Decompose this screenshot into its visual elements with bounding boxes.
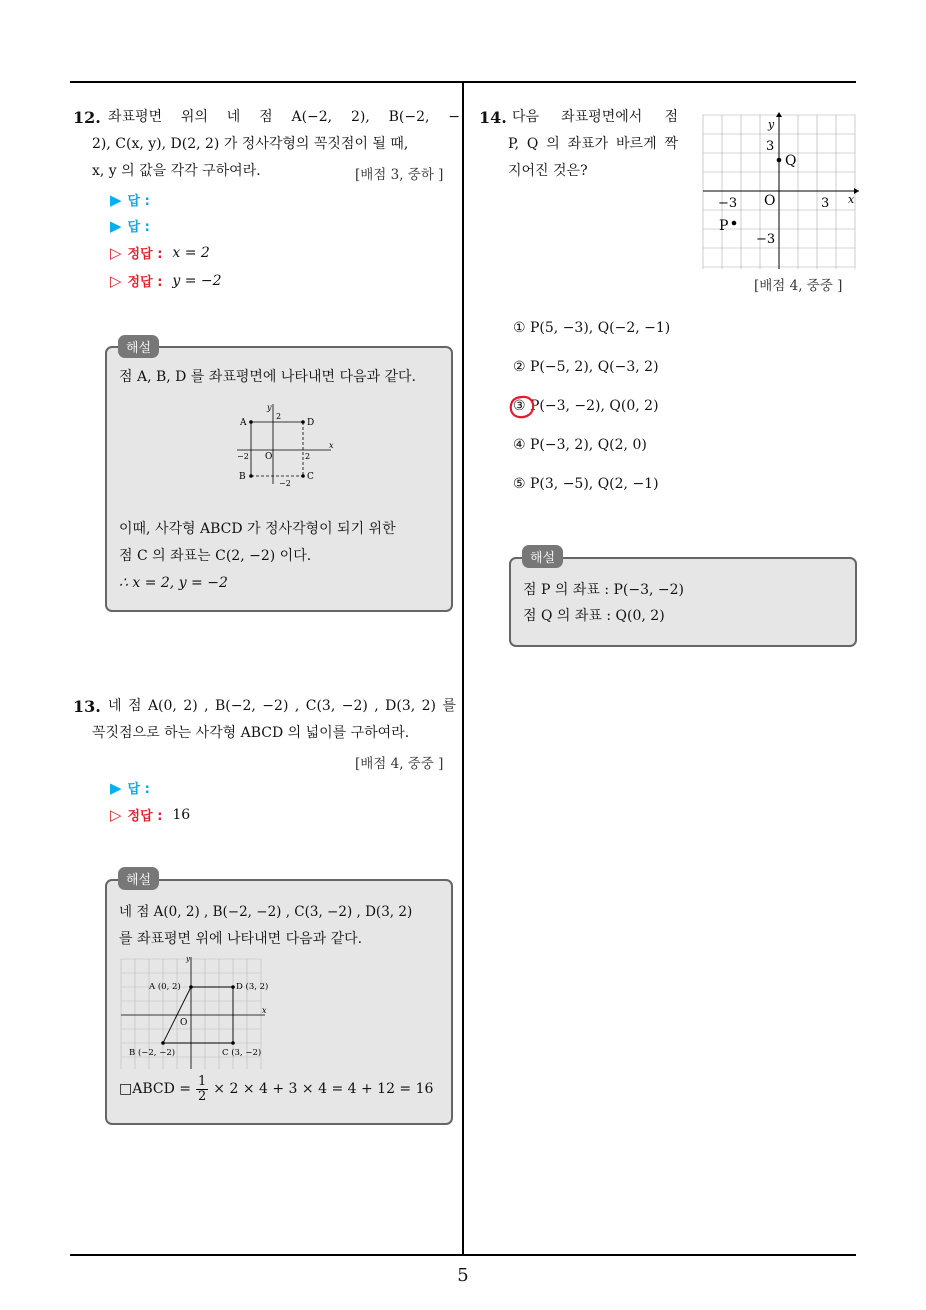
x-tick-3: 3 xyxy=(821,196,830,211)
page-number: 5 xyxy=(457,1265,469,1286)
correct-label: 정답 : xyxy=(127,809,163,824)
correct-label: 정답 : xyxy=(127,275,163,290)
x-tick-2: 2 xyxy=(305,452,311,461)
origin-label: O xyxy=(265,452,273,462)
solution-13-graph xyxy=(119,955,269,1071)
question-13-line1: 네 점 A(0, 2) , B(−2, −2) , C(3, −2) , D(3, 2) 를 xyxy=(108,698,456,714)
open-triangle-icon: ▷ xyxy=(110,805,122,824)
point-p-label: P xyxy=(719,218,729,234)
x-axis-label: x xyxy=(329,441,334,450)
question-12-line3: x, y 의 값을 각각 구하여라. xyxy=(92,163,261,179)
correct-value: 16 xyxy=(172,806,191,823)
x-tick-minus2: −2 xyxy=(237,452,249,461)
solution-box-13 xyxy=(105,879,453,1125)
correct-line-13 xyxy=(110,805,190,824)
correct-label: 정답 : xyxy=(127,247,163,262)
answer-line-1 xyxy=(110,190,150,209)
answer-line-2 xyxy=(110,216,150,235)
y-axis-label: y xyxy=(186,955,190,963)
answer-label: 답 : xyxy=(127,782,150,797)
y-axis-label: y xyxy=(768,118,775,131)
answer-label: 답 : xyxy=(127,220,150,235)
question-14-points: [배점 4, 중중 ] xyxy=(754,278,843,294)
correct-line-2 xyxy=(110,271,222,290)
point-d-label: D (3, 2) xyxy=(236,982,269,992)
question-14-line3: 지어진 것은? xyxy=(508,163,588,179)
solution-13-line2: 를 좌표평면 위에 나타내면 다음과 같다. xyxy=(119,931,363,947)
question-14-graph xyxy=(698,110,862,272)
solution-box-14 xyxy=(509,557,857,647)
open-triangle-icon: ▷ xyxy=(110,271,122,290)
play-triangle-icon: ▶ xyxy=(110,216,122,235)
solution-12-line2: 이때, 사각형 ABCD 가 정사각형이 되기 위한 xyxy=(119,521,396,537)
solution-tag-13: 해설 xyxy=(118,867,159,890)
point-b-label: B (−2, −2) xyxy=(129,1048,176,1058)
formula-suffix: × 2 × 4 + 3 × 4 = 4 + 12 = 16 xyxy=(213,1081,434,1097)
y-tick-2: 2 xyxy=(276,412,282,421)
origin-label: O xyxy=(180,1018,188,1028)
solution-14-line1: 점 P 의 좌표 : P(−3, −2) xyxy=(523,582,685,598)
point-a-label: A xyxy=(240,418,247,428)
solution-tag-12: 해설 xyxy=(118,335,159,358)
play-triangle-icon: ▶ xyxy=(110,190,122,209)
selected-answer-circle-icon xyxy=(507,393,537,421)
x-axis-label: x xyxy=(848,193,855,206)
y-tick-minus3: −3 xyxy=(756,232,776,247)
solution-12-line3: 점 C 의 좌표는 C(2, −2) 이다. xyxy=(119,548,312,564)
fraction-denominator: 2 xyxy=(198,1089,207,1104)
question-13-line2: 꼭짓점으로 하는 사각형 ABCD 의 넓이를 구하여라. xyxy=(92,725,410,741)
question-14-line2: P, Q 의 좌표가 바르게 짝 xyxy=(508,136,678,152)
solution-tag-14: 해설 xyxy=(522,545,563,568)
solution-12-line4: ∴ x = 2, y = −2 xyxy=(119,575,228,591)
choice-2[interactable]: ② P(−5, 2), Q(−3, 2) xyxy=(513,359,659,375)
solution-13-formula xyxy=(119,1075,433,1104)
x-axis-label: x xyxy=(262,1006,267,1015)
solution-box-12 xyxy=(105,346,453,612)
point-c-label: C xyxy=(307,472,314,482)
point-q-label: Q xyxy=(785,153,797,169)
formula-prefix: □ABCD = xyxy=(119,1081,192,1097)
origin-label: O xyxy=(764,193,776,209)
y-tick-3: 3 xyxy=(766,139,775,154)
y-tick-minus2: −2 xyxy=(279,479,291,488)
question-12-line2: 2), C(x, y), D(2, 2) 가 정사각형의 꼭짓점이 될 때, xyxy=(92,136,409,152)
question-13-number: 13. xyxy=(73,697,101,716)
choice-5[interactable]: ⑤ P(3, −5), Q(2, −1) xyxy=(513,476,659,492)
play-triangle-icon: ▶ xyxy=(110,778,122,797)
answer-line-13 xyxy=(110,778,150,797)
question-13-points: [배점 4, 중중 ] xyxy=(355,756,444,772)
point-c-label: C (3, −2) xyxy=(222,1048,262,1058)
column-divider xyxy=(462,81,464,1256)
question-14-line1: 다음 좌표평면에서 점 xyxy=(512,109,678,125)
solution-12-line1: 점 A, B, D 를 좌표평면에 나타내면 다음과 같다. xyxy=(119,369,416,385)
choice-1[interactable]: ① P(5, −3), Q(−2, −1) xyxy=(513,320,671,336)
correct-value: x = 2 xyxy=(172,244,210,261)
fraction-numerator: 1 xyxy=(198,1074,207,1089)
y-axis-label: y xyxy=(267,403,272,412)
question-12-points: [배점 3, 중하 ] xyxy=(355,167,444,183)
correct-value: y = −2 xyxy=(172,272,222,289)
point-d-label: D xyxy=(307,418,315,428)
x-tick-minus3: −3 xyxy=(718,196,738,211)
open-triangle-icon: ▷ xyxy=(110,243,122,262)
formula-fraction xyxy=(196,1075,208,1104)
choice-4[interactable]: ④ P(−3, 2), Q(2, 0) xyxy=(513,437,647,453)
bottom-rule xyxy=(70,1254,856,1256)
correct-line-1 xyxy=(110,243,210,262)
solution-14-line2: 점 Q 의 좌표 : Q(0, 2) xyxy=(523,608,665,624)
question-12-number: 12. xyxy=(73,108,101,127)
solution-13-line1: 네 점 A(0, 2) , B(−2, −2) , C(3, −2) , D(3, 2) xyxy=(119,904,413,920)
point-b-label: B xyxy=(239,472,246,482)
question-14-number: 14. xyxy=(479,108,507,127)
question-12-line1: 좌표평면 위의 네 점 A(−2, 2), B(−2, − xyxy=(108,109,460,125)
solution-12-graph xyxy=(229,400,339,490)
point-a-label: A (0, 2) xyxy=(149,982,181,992)
choice-3[interactable]: ③ P(−3, −2), Q(0, 2) xyxy=(513,398,659,414)
answer-label: 답 : xyxy=(127,194,150,209)
